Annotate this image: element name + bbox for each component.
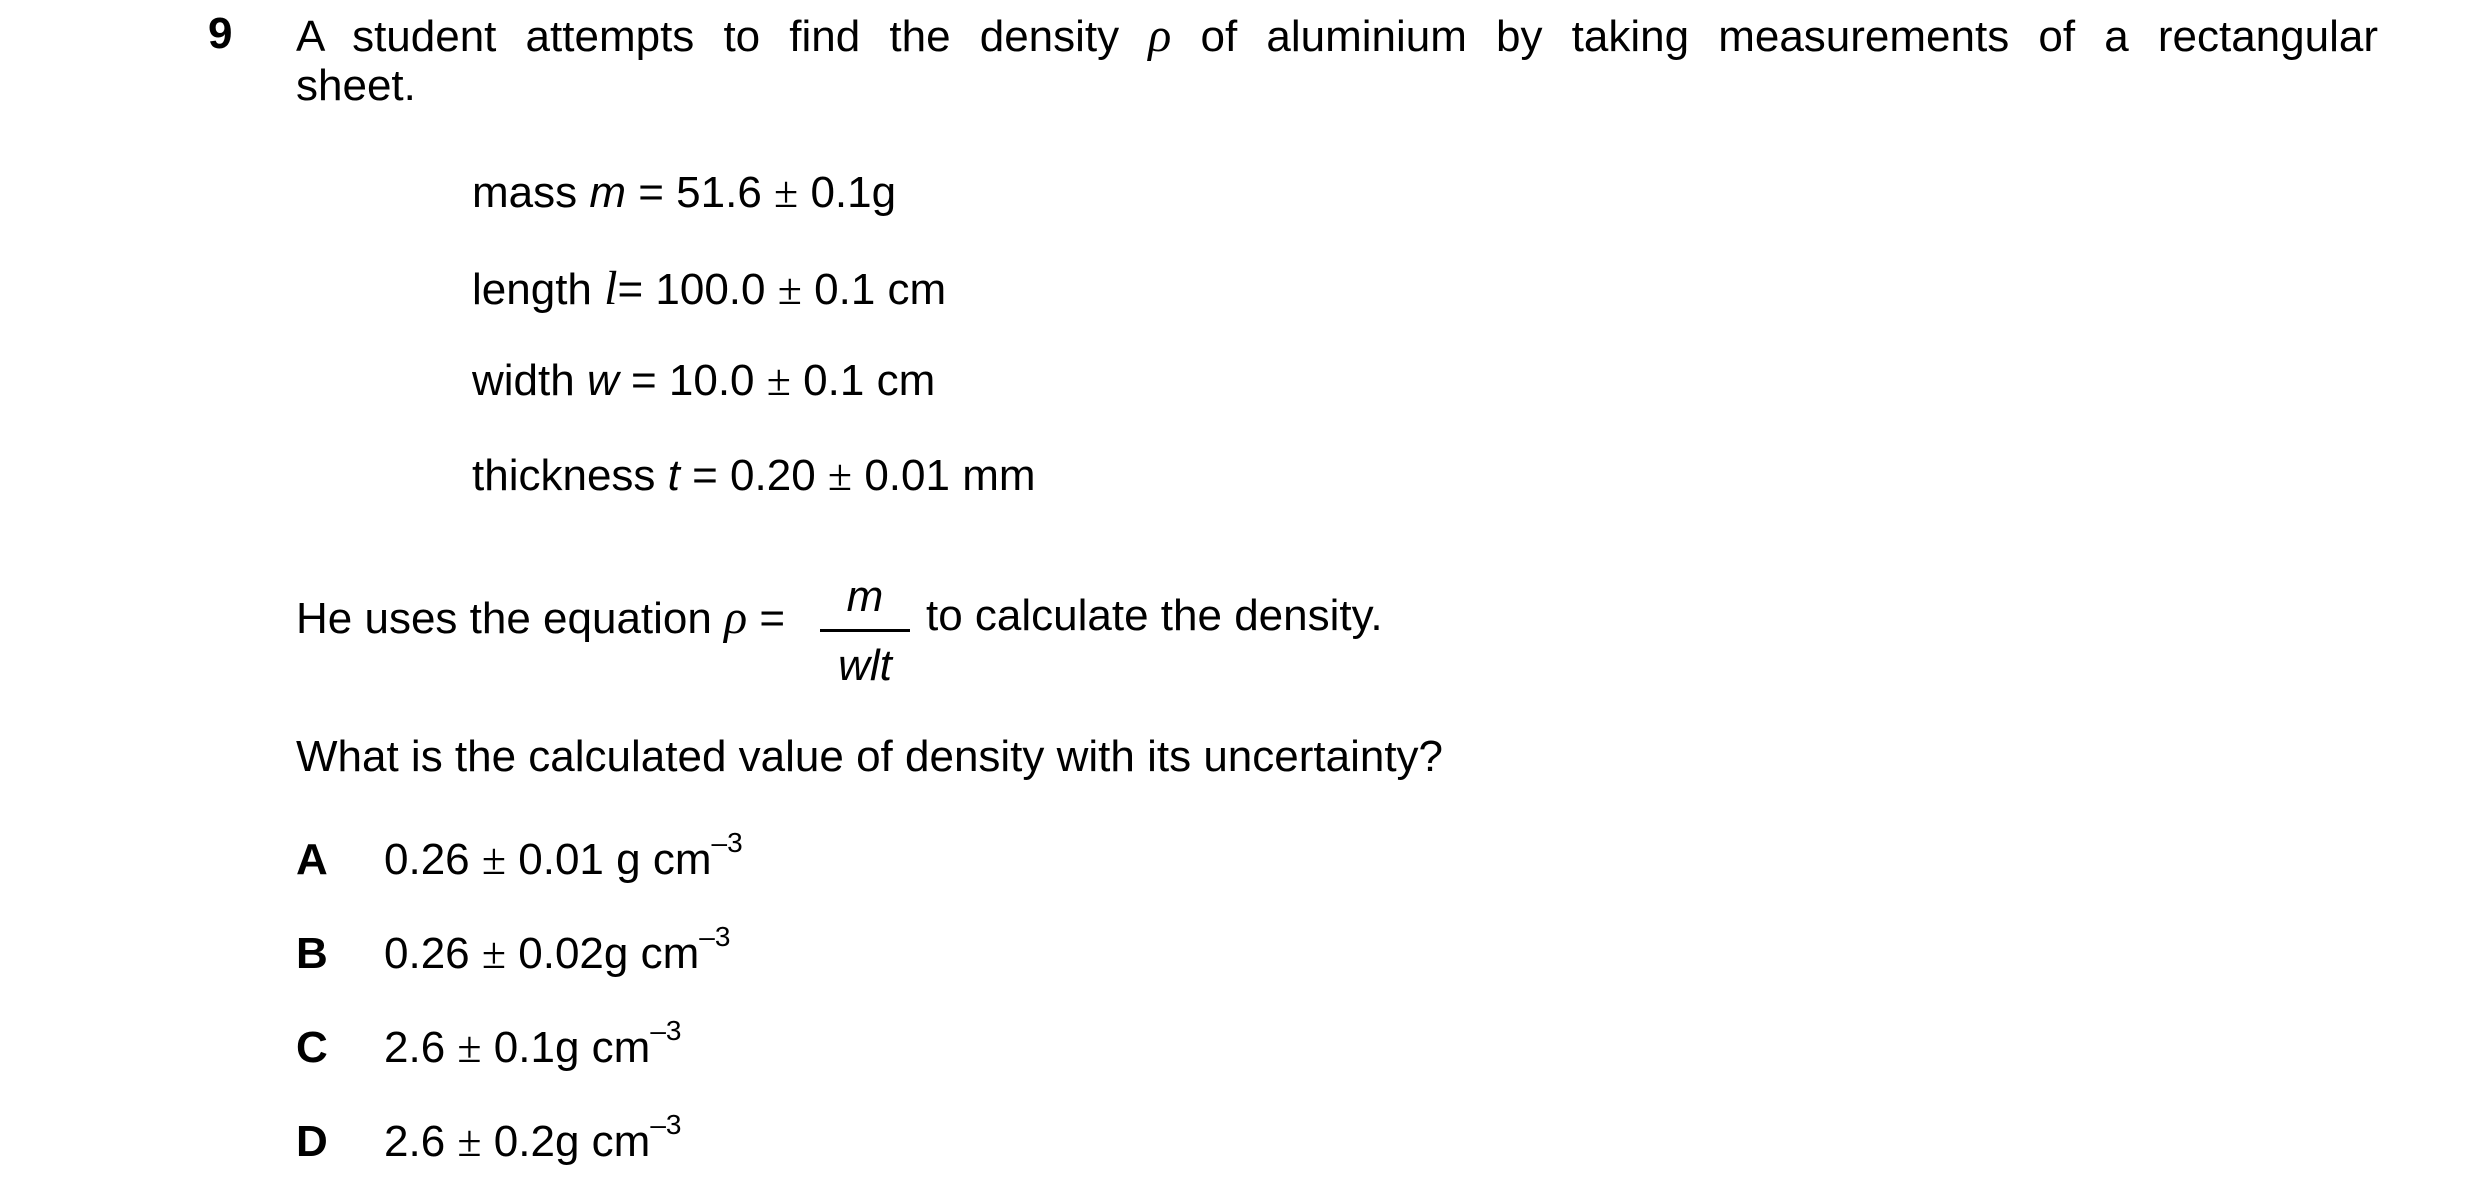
length-symbol: l — [604, 262, 618, 315]
option-d[interactable] — [296, 1117, 328, 1166]
measurement-length: length l= 100.0 ± 0.1 cm — [472, 262, 947, 315]
question-number: 9 — [208, 9, 233, 58]
fraction-numerator: m — [846, 572, 884, 621]
option-letter: A — [296, 835, 328, 884]
option-a[interactable] — [296, 835, 328, 884]
measurement-mass: mass m = 51.6 ± 0.1g — [472, 168, 897, 217]
mass-symbol: m — [589, 168, 627, 217]
option-a-answer: 0.26 ± 0.01 g $cm^{-3}$ — [384, 827, 743, 884]
density-symbol: ρ — [1148, 9, 1172, 62]
width-symbol: w — [586, 356, 619, 405]
option-letter: D — [296, 1117, 328, 1166]
fraction-bar — [820, 629, 910, 632]
option-letter: C — [296, 1023, 328, 1072]
equation-prefix: He uses the equation ρ = — [296, 591, 786, 644]
option-b-answer: 0.26 ± 0.02g $cm^{-3}$ — [384, 921, 731, 978]
equation-suffix: to calculate the density. — [926, 591, 1383, 640]
option-letter: B — [296, 929, 328, 978]
stem-text-part2: of aluminium by taking measurements of a rectangular — [1200, 12, 2378, 61]
density-symbol-eq: ρ — [724, 591, 748, 644]
measurement-width: width w = 10.0 ± 0.1 cm — [472, 356, 936, 405]
stem-text-part1: A student attempts to find the density — [296, 12, 1120, 61]
density-fraction — [820, 572, 910, 690]
question-stem-line1 — [296, 9, 2378, 62]
question-prompt: What is the calculated value of density with its uncertainty? — [296, 732, 1444, 781]
fraction-denominator: wlt — [838, 641, 892, 690]
option-b[interactable] — [296, 929, 328, 978]
thickness-symbol: t — [667, 451, 680, 500]
equals-sign: = — [759, 594, 786, 643]
question-stem-line2: sheet. — [296, 61, 416, 110]
option-c[interactable] — [296, 1023, 328, 1072]
option-c-answer: 2.6 ± 0.1g $cm^{-3}$ — [384, 1015, 682, 1072]
measurement-thickness: thickness t = 0.20 ± 0.01 mm — [472, 451, 1036, 500]
option-d-answer: 2.6 ± 0.2g $cm^{-3}$ — [384, 1109, 682, 1166]
